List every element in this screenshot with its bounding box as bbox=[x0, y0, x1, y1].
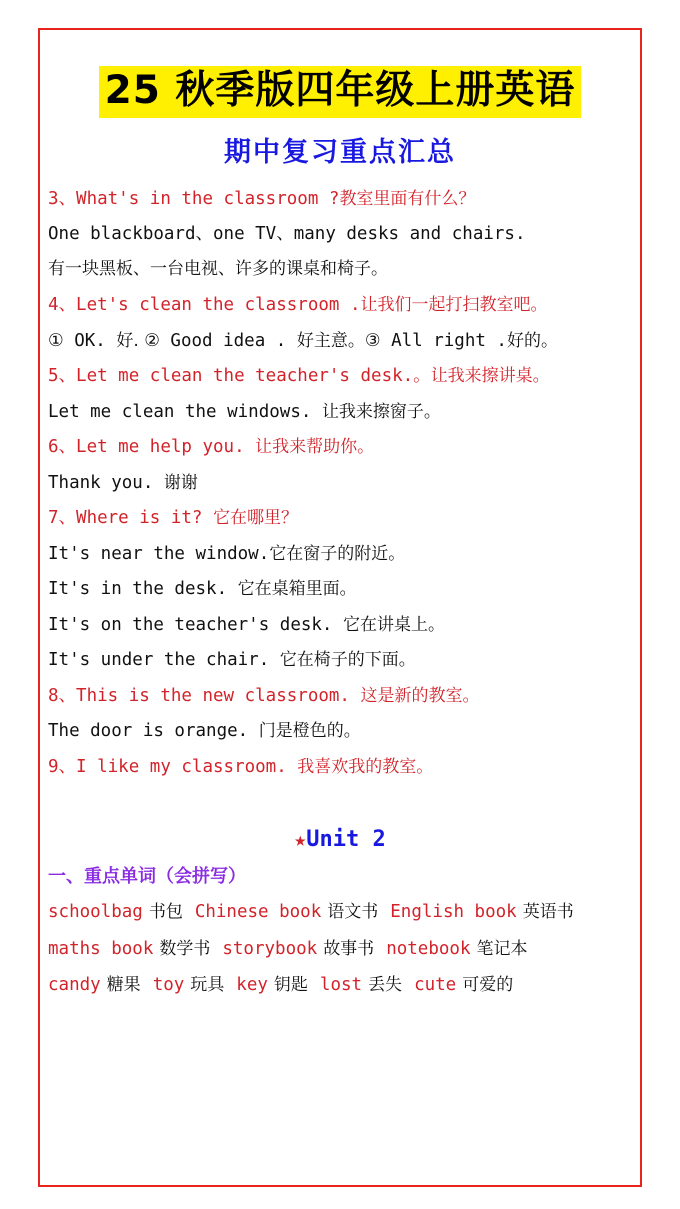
line-3-answer-en bbox=[48, 220, 632, 248]
word-en: candy bbox=[48, 974, 101, 995]
text-cn: 它在哪里？ bbox=[213, 508, 299, 529]
word-cn: 玩具 bbox=[190, 974, 225, 995]
word-cn: 可爱的 bbox=[462, 974, 514, 995]
word-en: schoolbag bbox=[48, 902, 143, 923]
line-7-c bbox=[48, 611, 632, 640]
word-cn: 语文书 bbox=[327, 902, 379, 923]
line-6 bbox=[48, 433, 632, 462]
line-7-b bbox=[48, 575, 632, 604]
unit-label: Unit 2 bbox=[306, 827, 386, 853]
line-3-answer-cn bbox=[48, 255, 632, 284]
word-en: maths book bbox=[48, 938, 154, 959]
text-cn: 它在讲桌上。 bbox=[343, 614, 446, 635]
text-en: 9、I like my classroom. bbox=[48, 756, 298, 777]
line-5-b bbox=[48, 398, 632, 427]
word-en: key bbox=[236, 974, 268, 995]
text-cn: 它在窗子的附近。 bbox=[269, 543, 406, 564]
line-8-b bbox=[48, 717, 632, 746]
word-cn: 糖果 bbox=[106, 974, 141, 995]
text-en: It's under the chair. bbox=[48, 650, 280, 671]
word-row bbox=[48, 898, 632, 926]
word-cn: 故事书 bbox=[323, 938, 375, 959]
text-en: ① OK. bbox=[48, 330, 117, 351]
text-cn: 让我来帮助你。 bbox=[255, 437, 375, 458]
line-3 bbox=[48, 185, 632, 214]
line-6-b bbox=[48, 469, 632, 498]
notes-body bbox=[48, 185, 632, 782]
text-en: One blackboard、one TV、many desks and chairs. bbox=[48, 224, 526, 245]
text-en: 3、What's in the classroom ? bbox=[48, 188, 340, 209]
page-subtitle: 期中复习重点汇总 bbox=[224, 136, 456, 168]
word-en: notebook bbox=[386, 938, 471, 959]
text-en: ③ All right . bbox=[364, 330, 507, 351]
word-cn: 数学书 bbox=[159, 938, 211, 959]
text-cn: 有一块黑板、一台电视、许多的课桌和椅子。 bbox=[48, 259, 388, 280]
word-en: English book bbox=[390, 902, 517, 923]
word-cn: 笔记本 bbox=[476, 938, 528, 959]
line-7-a bbox=[48, 540, 632, 569]
unit-heading bbox=[48, 827, 632, 852]
star-icon: ★ bbox=[294, 827, 307, 852]
document-content bbox=[22, 26, 658, 999]
word-en: storybook bbox=[222, 938, 318, 959]
text-cn: 我喜欢我的教室。 bbox=[297, 756, 434, 777]
text-en: 8、This is the new classroom. bbox=[48, 685, 361, 706]
text-en: 6、Let me help you. bbox=[48, 437, 256, 458]
page-title: 25 秋季版四年级上册英语 bbox=[99, 66, 582, 118]
word-en: lost bbox=[319, 974, 363, 995]
text-cn: 让我来擦讲桌。 bbox=[430, 366, 550, 387]
text-cn: 让我们一起打扫教室吧。 bbox=[360, 294, 548, 315]
text-en: It's in the desk. bbox=[48, 579, 238, 600]
text-en: It's near the window. bbox=[48, 543, 270, 564]
text-cn: 让我来擦窗子。 bbox=[321, 401, 441, 422]
text-en: 5、Let me clean the teacher's desk.。 bbox=[48, 366, 431, 387]
text-cn: 门是橙色的。 bbox=[258, 721, 361, 742]
text-en: 4、Let's clean the classroom . bbox=[48, 294, 361, 315]
word-row bbox=[48, 935, 632, 963]
text-en: It's on the teacher's desk. bbox=[48, 614, 344, 635]
text-en: ② Good idea . bbox=[144, 330, 297, 351]
text-cn: 好. bbox=[116, 330, 145, 351]
word-cn: 书包 bbox=[148, 902, 183, 923]
text-en: Thank you. bbox=[48, 472, 164, 493]
text-cn: 好主意。 bbox=[296, 330, 365, 351]
line-9 bbox=[48, 753, 632, 782]
word-cn: 英语书 bbox=[522, 902, 574, 923]
text-cn: 教室里面有什么？ bbox=[339, 188, 476, 209]
word-en: toy bbox=[152, 974, 185, 995]
text-en: The door is orange. bbox=[48, 721, 259, 742]
text-cn: 谢谢 bbox=[163, 472, 198, 493]
text-cn: 这是新的教室。 bbox=[360, 685, 480, 706]
line-8 bbox=[48, 682, 632, 711]
word-cn: 丢失 bbox=[368, 974, 403, 995]
word-row bbox=[48, 971, 632, 999]
text-cn: 它在椅子的下面。 bbox=[279, 650, 416, 671]
line-7 bbox=[48, 504, 632, 533]
title-block bbox=[48, 66, 632, 118]
line-7-d bbox=[48, 646, 632, 675]
word-en: cute bbox=[414, 974, 457, 995]
text-cn: 它在桌箱里面。 bbox=[237, 579, 357, 600]
word-list bbox=[48, 898, 632, 999]
word-en: Chinese book bbox=[194, 902, 322, 923]
text-cn: 好的。 bbox=[506, 330, 558, 351]
word-cn: 钥匙 bbox=[273, 974, 308, 995]
line-5 bbox=[48, 362, 632, 391]
line-4 bbox=[48, 291, 632, 320]
text-en: Let me clean the windows. bbox=[48, 401, 322, 422]
text-en: 7、Where is it? bbox=[48, 508, 214, 529]
line-4-answers bbox=[48, 327, 632, 356]
section-heading-key-words: 一、重点单词（会拼写） bbox=[48, 866, 246, 888]
